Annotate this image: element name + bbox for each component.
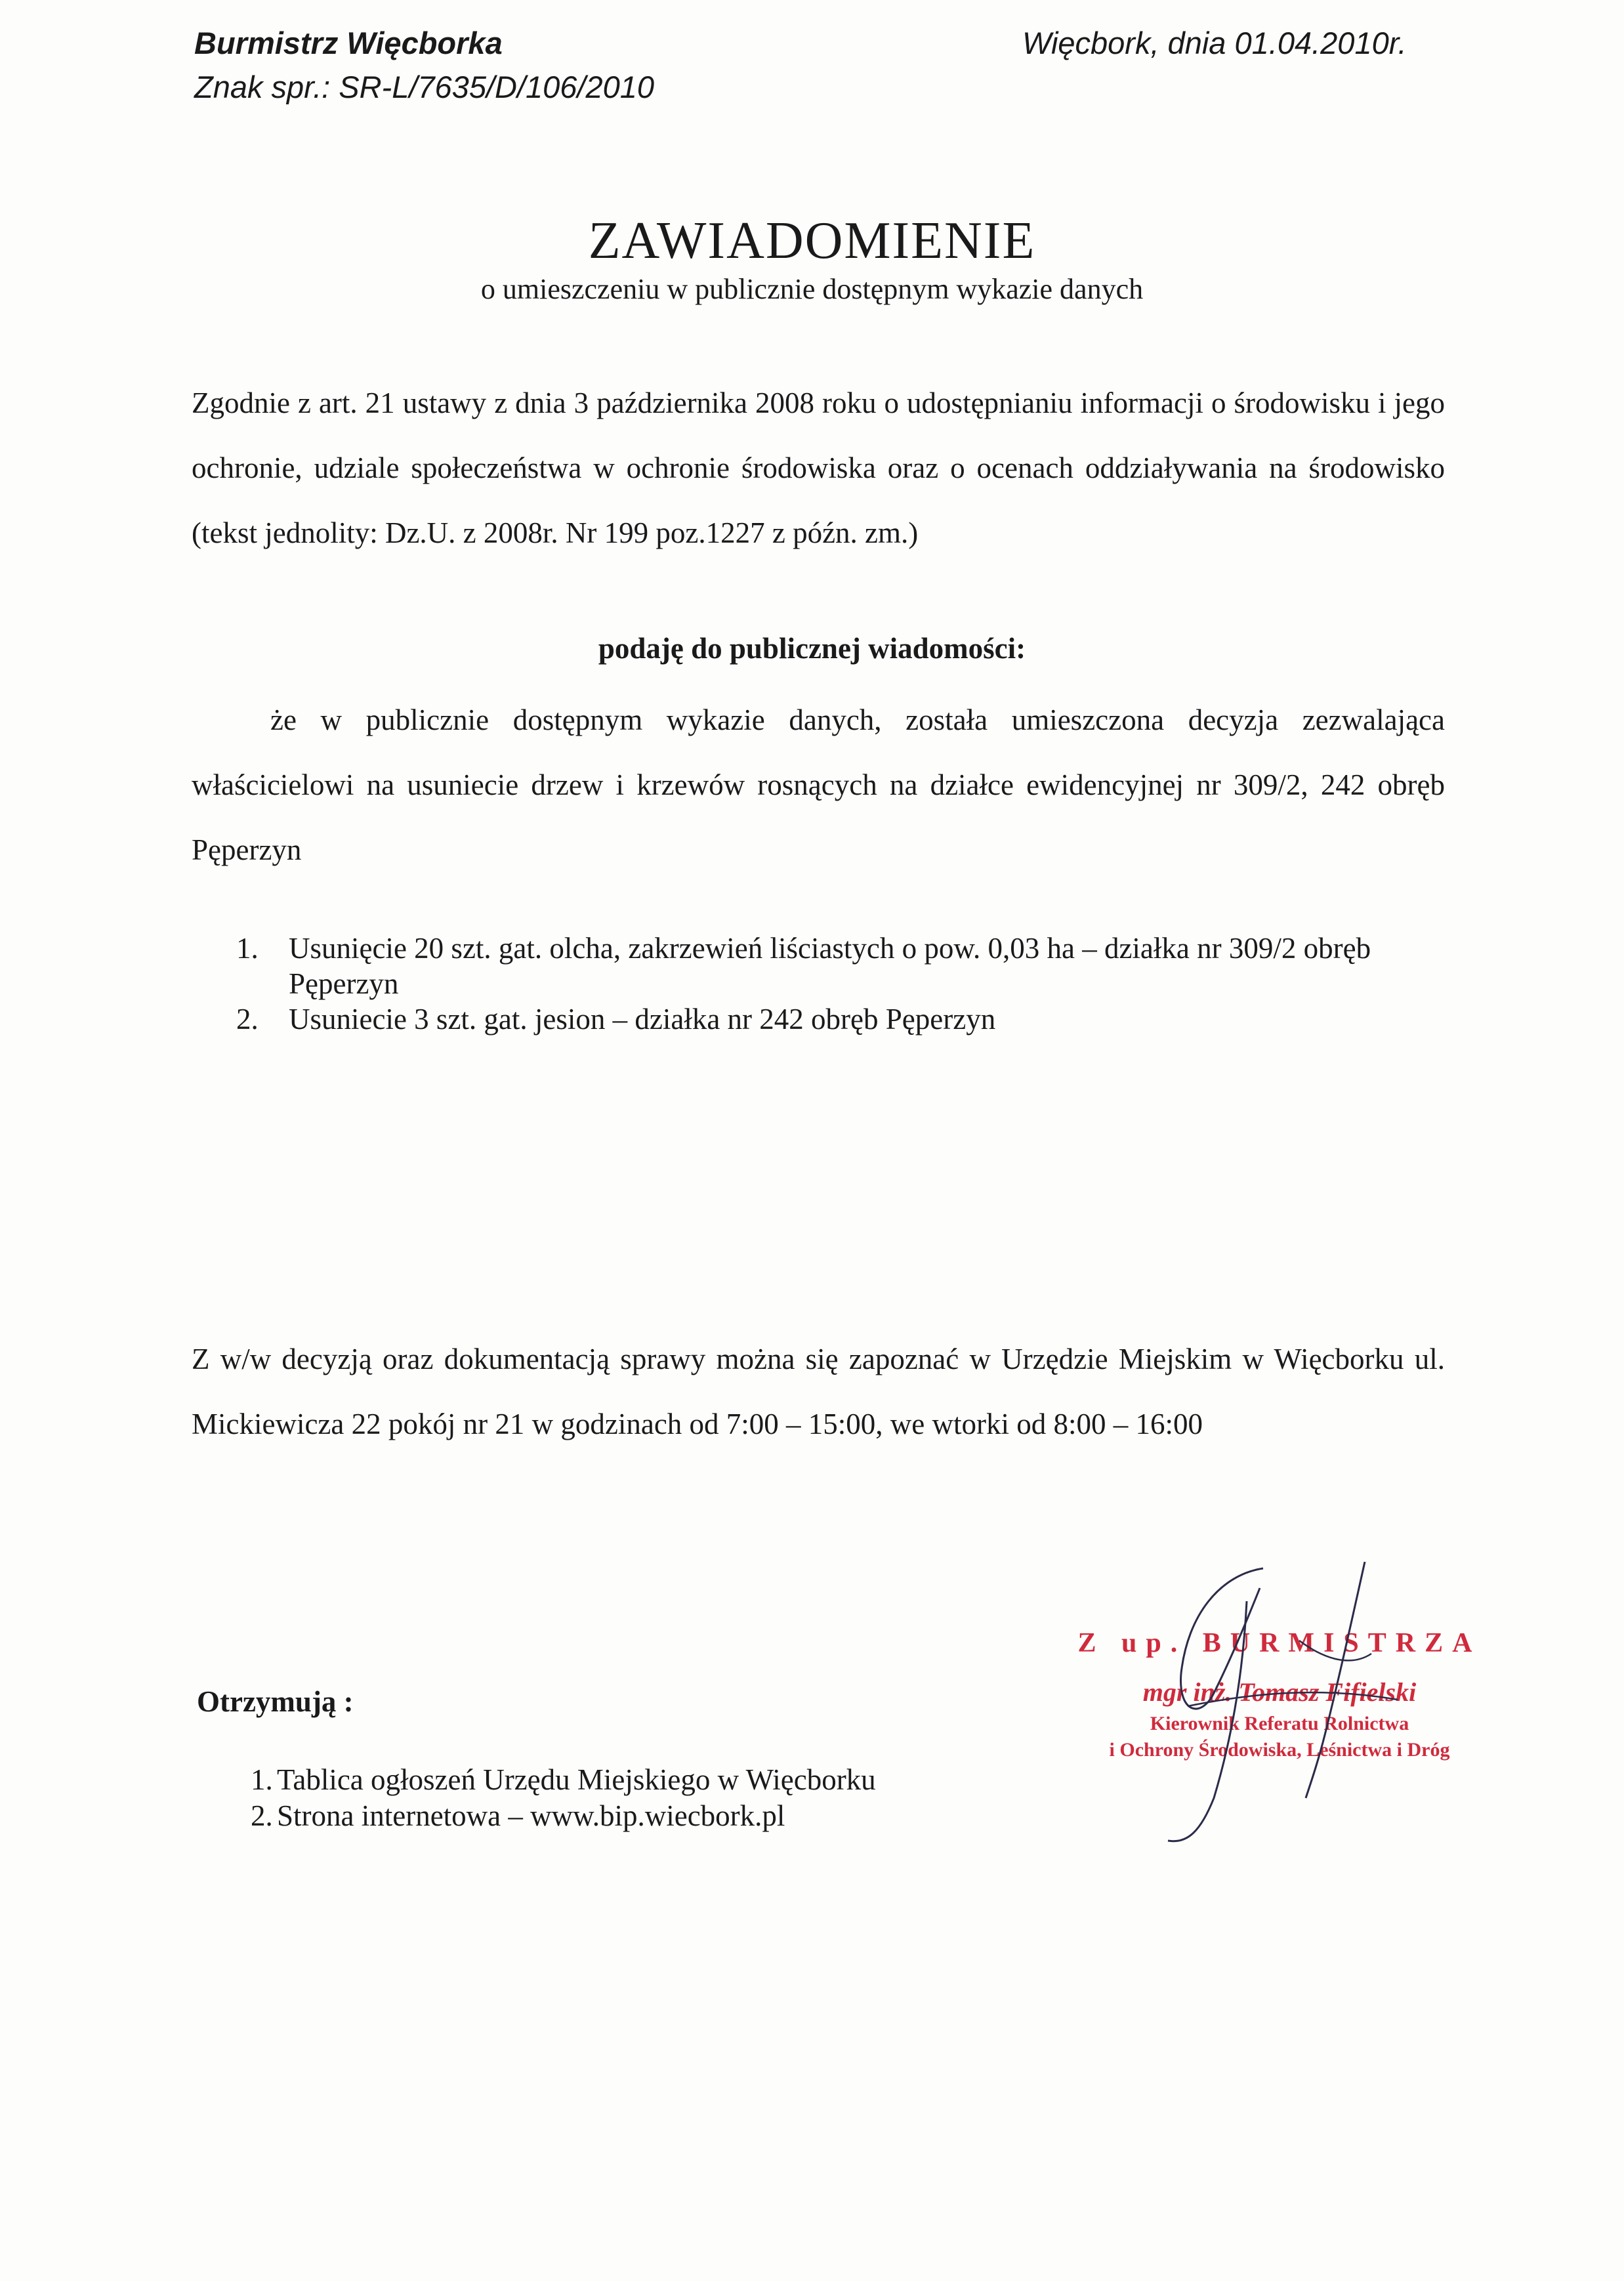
decision-items-list (236, 931, 1483, 1037)
list-item (236, 1001, 1483, 1037)
access-info-paragraph: Z w/w decyzją oraz dokumentacją sprawy można się zapoznać w Urzędzie Miejskim w Więcborku ul. Mickiewicza 22 pokój nr 21 w godzinach od 7:00 – 15:00, we wtorki od 8:00 – 16:00 (192, 1343, 1445, 1440)
list-item-text: Usunięcie 20 szt. gat. olcha, zakrzewień liściastych o pow. 0,03 ha – działka nr 309/2 obręb Pęperzyn (289, 932, 1371, 1000)
legal-basis-paragraph: Zgodnie z art. 21 ustawy z dnia 3 października 2008 roku o udostępnianiu informacji o środowisku i jego ochronie, udziale społeczeństwa w ochronie środowiska oraz o ocenach oddziaływania na środowisko (tekst jednolity: Dz.U. z 2008r. Nr 199 poz.1227 z późn. zm.) (192, 387, 1445, 549)
list-item-number: 1. (236, 932, 259, 965)
list-item-text: Usuniecie 3 szt. gat. jesion – działka nr 242 obręb Pęperzyn (289, 1003, 996, 1036)
stamp-line-name: mgr inż. Tomasz Fifielski (1142, 1677, 1417, 1707)
list-item-number: 2. (251, 1799, 273, 1832)
issuer-authority: Burmistrz Więcborka (194, 26, 503, 60)
document-title: ZAWIADOMIENIE (588, 212, 1036, 270)
list-item-number: 2. (236, 1003, 259, 1036)
list-item (251, 1798, 876, 1834)
list-item-text: Tablica ogłoszeń Urzędu Miejskiego w Więcborku (277, 1763, 876, 1796)
document-subtitle: o umieszczeniu w publicznie dostępnym wykazie danych (480, 273, 1144, 305)
handwritten-signature (1089, 1562, 1496, 1851)
stamp-line-department: i Ochrony Środowiska, Leśnictwa i Dróg (1109, 1739, 1450, 1761)
announcement-paragraph (192, 688, 1445, 883)
announcement-heading: podaję do publicznej wiadomości: (598, 632, 1026, 665)
list-item (251, 1762, 876, 1798)
stamp-line-authority: Z up. BURMISTRZA (1077, 1628, 1482, 1658)
announcement-body: że w publicznie dostępnym wykazie danych, została umieszczona decyzja zezwalająca właścicielowi na usuniecie drzew i krzewów rosnących na działce ewidencyjnej nr 309/2, 242 obręb Pęperzyn (192, 703, 1445, 866)
place-and-date: Więcbork, dnia 01.04.2010r. (1022, 26, 1407, 60)
stamp-line-position: Kierownik Referatu Rolnictwa (1150, 1713, 1409, 1734)
list-item (236, 931, 1483, 1001)
recipients-label: Otrzymują : (197, 1685, 354, 1718)
list-item-number: 1. (251, 1763, 273, 1796)
recipients-list (251, 1762, 876, 1834)
list-item-text: Strona internetowa – www.bip.wiecbork.pl (277, 1799, 785, 1832)
case-reference: Znak spr.: SR-L/7635/D/106/2010 (194, 70, 655, 104)
